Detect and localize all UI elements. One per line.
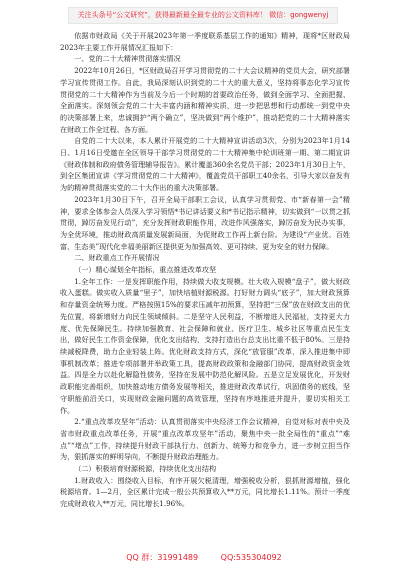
body-paragraph: 2023年1月30日下午，召开全局干部职工会议，认真学习贯彻党、市“新春第一会”精神，要求全体参会人员深入学习领悟*书记讲话要义和*书记指示精神，切实做到“一以贯之抓贯彻，踔厉奋发见行动”，充分发挥财政职能作用，改进作风强落实，踔厉奋发为民办实事，为全优环境，推动财政高质量发展新局面，为促财政工作再上新台阶。为建设“产业优、百姓富、生态美”现代化幸福美丽新区提供更为加强高效、更可持续、更为安全的财力保障。 <box>60 194 350 251</box>
footer-qq: QQ:535304092 <box>220 553 282 562</box>
subsection-heading-2: （二）积极培育财源税源，持续优化支出结构 <box>74 464 217 474</box>
top-banner[interactable]: 关注头条号“公文研究”，获得最新最全最专业的公文资料库！ 微信：gongwenyj <box>68 7 338 24</box>
body-paragraph: 1.全年工作：一是发挥职能作用，持续做大收支规模。壮大收入规模“盘子”，做大财政收入蛋糕。做实收入质量“里子”，加快培植财源税源。打好财力调头“底子”，加大财政预算和存量资金统筹力度。严格按照15%的要求压减年初预算，坚持把“三保”放在财政支出的优先位置，将新增财力向民生领域倾斜。二是坚守人民利益，不断增进人民福祉，支持更大力度、优先保障民生。持续加强教育、社会保障和就业、医疗卫生、城乡社区等重点民生支出，做好民生工作资金保障，优化支出结构，支持打造出台总支出比重不低于80%。三是持续减税降费，助力企业轻装上阵。优化财政支持方式，深化“放管服”改革，深入推进集中即事机制改革；推进专项部署并举政策工具，提高财政政策和金融部门协同，提高财政资金效益。四是全力以赴化解隐性债务，坚持在发展中防范化解风险。五是立足发展优化，开发财政职能完善组织，加快推动地方债务发展等相关，推进财政改革试行，巩固债务的底线，坚守职能前沿关口，实现财政金融问题的高效管理，坚持有序地推进并提升，要切实相关工作。 <box>60 276 350 415</box>
body-paragraph: 2022年10月26日，*区财政局召开学习贯彻党的二十大会议精神的党员大会，研究部署学习宣传贯彻工作。自此，我局深刻认识到党的二十大的重大意义，坚持将事态化学习宣传贯彻党的二十大精神作为当前及今后一个时期的首要政治任务，做到全面学习、全面把握、全面落实。深刻领会党的二十大丰富内涵和精神实质，进一步把思想和行动都统一到党中央的决策部署上来，忠诚拥护“两个确立”，坚决做到“两个维护”，推动把党的二十大精神落实在财政工作全过程、各方面。 <box>60 66 350 134</box>
section-heading-2: 二、财政重点工作开展情况 <box>74 253 160 263</box>
body-paragraph: 自党的二十大以来，本人累计开展党的二十大精神宣讲活动3次，分别为2023年1月14日、1月16日受邀在全区领导干部学习贯彻党的二十大精神集中轮训班第一期、第二期宣讲《财政体制和政府债务管理辅导报告》。累计覆盖360余名党员干部；2023年1月30日上午，到全区集团宣讲《学习贯彻党的二十大精神》，覆盖党员干部职工40余名，引导大家以奋发有为的精神贯彻落实党的二十大作出的重大决策部署。 <box>60 136 350 193</box>
intro-paragraph: 依据市财政局《关于开展2023年第一季度联系基层工作的通知》精神，现将*区财政局2023年主要工作开展情况汇报如下： <box>60 31 350 52</box>
body-paragraph: 2.“重点改革攻坚年”活动：认真贯彻落实中央经济工作会议精神，自觉对标对表中央及省市财政重点改革任务，开展“重点改革攻坚年”活动，聚焦中央一批全局性的“重点”“难点”“堵点”工作，持续提升财政干部执行力、创新力、统筹力和竞争力，进一步树立担当作为，狠抓落实的鲜明导向，不断提升财政治理能力。 <box>60 417 350 462</box>
body-paragraph: 1.财政收入：围绕收入目标，有序开展欠税清理，增强税收分析，狠抓财源增植，强化税源培育。1—2月，全区累计完成一般公共预算收入**万元，同比增长1.11%。预计一季度完成财政收入**万元，同比增长1.96%。 <box>60 475 350 509</box>
section-heading-1: 一、党的二十大精神贯彻落实情况 <box>74 54 181 64</box>
document-body <box>60 30 350 510</box>
subsection-heading-1: （一）精心谋划全年指标，重点推进改革攻坚 <box>74 265 217 275</box>
footer <box>0 551 408 565</box>
footer-qq-group: QQ 群：31991489 <box>126 553 199 562</box>
